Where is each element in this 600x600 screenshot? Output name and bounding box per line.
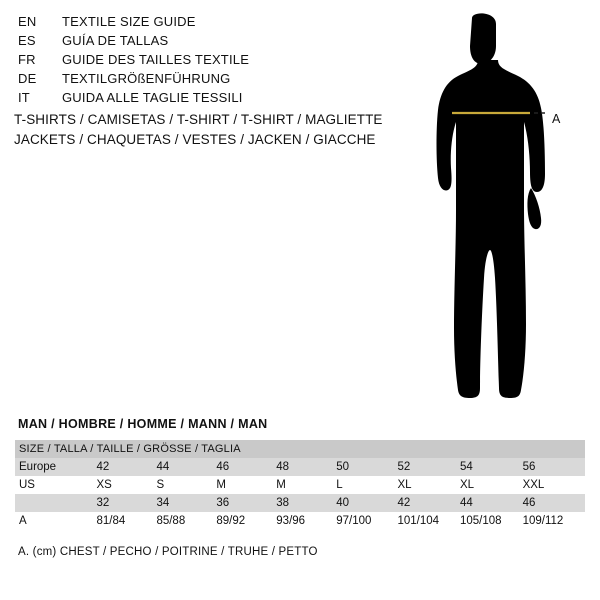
cell-value: L — [336, 476, 397, 494]
language-text: GUÍA DE TALLAS — [62, 33, 169, 48]
language-row — [18, 71, 398, 90]
cell-value: 44 — [460, 494, 523, 512]
size-table — [15, 440, 585, 530]
cell-value: 81/84 — [97, 512, 157, 530]
cell-value: XL — [397, 476, 460, 494]
cell-value: M — [216, 476, 276, 494]
language-list — [18, 14, 398, 109]
table-row — [15, 476, 585, 494]
cell-value: 101/104 — [397, 512, 460, 530]
cell-value: M — [276, 476, 336, 494]
cell-value: 85/88 — [156, 512, 216, 530]
table-row — [15, 494, 585, 512]
cell-value: 40 — [336, 494, 397, 512]
silhouette-svg — [400, 10, 600, 405]
language-row — [18, 33, 398, 52]
cell-value: 105/108 — [460, 512, 523, 530]
cell-value: 56 — [523, 458, 585, 476]
cell-value: 52 — [397, 458, 460, 476]
table-header-row — [15, 440, 585, 458]
cell-value: 93/96 — [276, 512, 336, 530]
cell-value: 34 — [156, 494, 216, 512]
cell-value: 32 — [97, 494, 157, 512]
male-silhouette-figure — [400, 10, 600, 405]
table-footnote: A. (cm) CHEST / PECHO / POITRINE / TRUHE / PETTO — [18, 546, 318, 558]
cell-value: S — [156, 476, 216, 494]
cell-value: 97/100 — [336, 512, 397, 530]
cell-value: 44 — [156, 458, 216, 476]
cell-value: 109/112 — [523, 512, 585, 530]
cell-value: 46 — [523, 494, 585, 512]
language-code: EN — [18, 14, 37, 29]
language-text: TEXTILGRÖßENFÜHRUNG — [62, 71, 231, 86]
language-code: IT — [18, 90, 30, 105]
table-row — [15, 458, 585, 476]
cell-value: 38 — [276, 494, 336, 512]
cell-value: 54 — [460, 458, 523, 476]
row-label: US — [15, 476, 97, 494]
row-label — [15, 494, 97, 512]
garment-type-tshirts: T-SHIRTS / CAMISETAS / T-SHIRT / T-SHIRT / MAGLIETTE — [14, 112, 383, 127]
cell-value: 36 — [216, 494, 276, 512]
garment-type-jackets: JACKETS / CHAQUETAS / VESTES / JACKEN / GIACCHE — [14, 132, 376, 147]
language-text: TEXTILE SIZE GUIDE — [62, 14, 196, 29]
garment-type-list — [14, 110, 444, 150]
language-text: GUIDA ALLE TAGLIE TESSILI — [62, 90, 243, 105]
language-code: ES — [18, 33, 36, 48]
cell-value: XS — [97, 476, 157, 494]
cell-value: XL — [460, 476, 523, 494]
table-row — [15, 512, 585, 530]
row-label: Europe — [15, 458, 97, 476]
cell-value: 50 — [336, 458, 397, 476]
language-row — [18, 14, 398, 33]
table-header-label: SIZE / TALLA / TAILLE / GRÖSSE / TAGLIA — [15, 440, 585, 458]
cell-value: 48 — [276, 458, 336, 476]
cell-value: 89/92 — [216, 512, 276, 530]
chest-measure-label: A — [552, 112, 561, 126]
language-text: GUIDE DES TAILLES TEXTILE — [62, 52, 250, 67]
cell-value: 42 — [97, 458, 157, 476]
cell-value: 42 — [397, 494, 460, 512]
cell-value: 46 — [216, 458, 276, 476]
language-code: DE — [18, 71, 37, 86]
language-row — [18, 90, 398, 109]
cell-value: XXL — [523, 476, 585, 494]
row-label: A — [15, 512, 97, 530]
table-title: MAN / HOMBRE / HOMME / MANN / MAN — [18, 417, 268, 431]
language-code: FR — [18, 52, 36, 67]
language-row — [18, 52, 398, 71]
